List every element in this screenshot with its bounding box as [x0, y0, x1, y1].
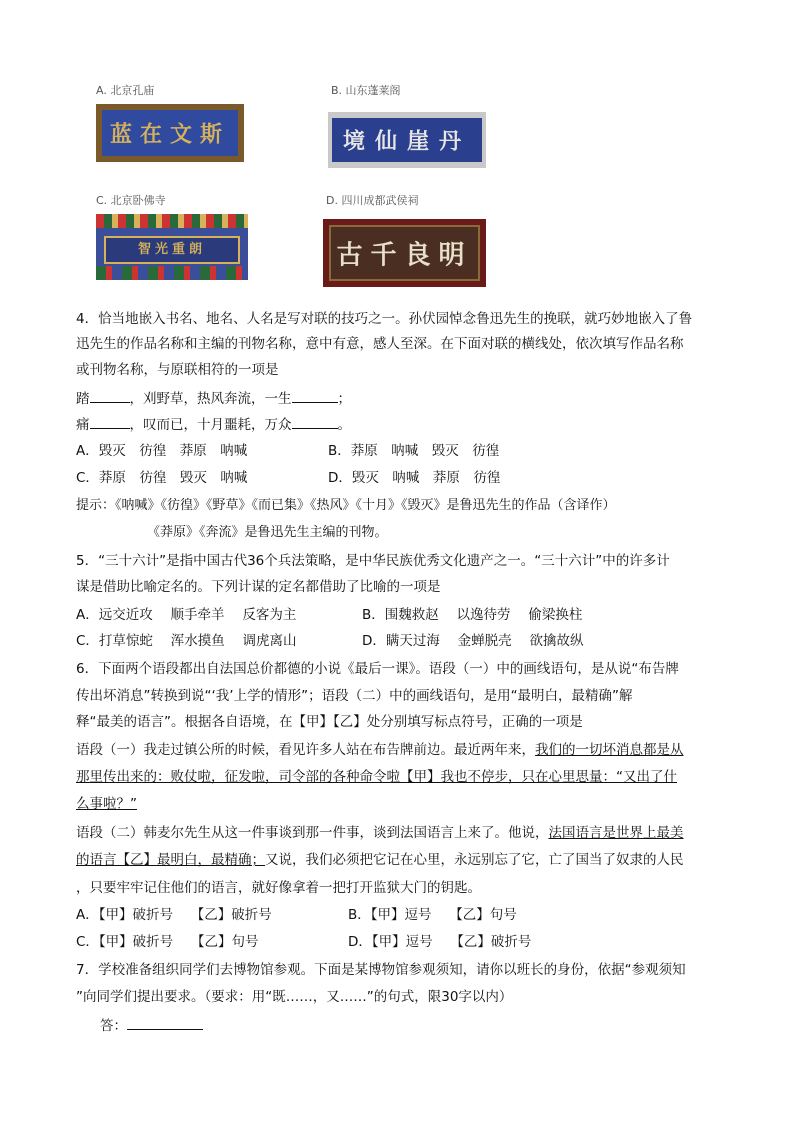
- passage2-underlined-text: 法国语言是世界上最美: [548, 825, 684, 841]
- q5-option-d[interactable]: D．瞒天过海 金蝉脱壳 欲擒故纵: [362, 633, 584, 649]
- couplet-blank-3[interactable]: [90, 414, 130, 429]
- q5-option-b[interactable]: B．围魏救赵 以逸待劳 偷梁换柱: [362, 607, 583, 623]
- image-caption-a: A. 北京孔庙: [96, 84, 155, 97]
- q4-couplet-line2: 痛 ，叹而已，十月噩耗，万众 。: [76, 414, 351, 434]
- q7-answer-line: 答：: [100, 1015, 203, 1035]
- q4-hint-line2: 《莽原》《奔流》是鲁迅先生主编的刊物。: [147, 525, 388, 540]
- q6-option-c[interactable]: C．【甲】破折号 【乙】句号: [76, 934, 259, 950]
- q4-option-d[interactable]: D．毁灭 呐喊 莽原 彷徨: [328, 470, 501, 486]
- q6-stem-line1: 6．下面两个语段都出自法国总价都德的小说《最后一课》。语段（一）中的画线语句，是从说“布告牌: [76, 661, 679, 677]
- q4-option-c[interactable]: C．莽原 彷徨 毁灭 呐喊: [76, 470, 248, 486]
- q6-passage2-line3: ，只要牢牢记住他们的语言，就好像拿着一把打开监狱大门的钥匙。: [76, 880, 481, 896]
- q6-passage2-line2: 的语言【乙】最明白，最精确；又说，我们必须把它记在心里，永远别忘了它，亡了国当了奴隶的人民: [76, 852, 684, 868]
- q5-option-a[interactable]: A．远交近攻 顺手牵羊 反客为主: [76, 607, 297, 623]
- q6-passage1-line2: 那里传出来的：败仗啦，征发啦，司令部的各种命令啦【甲】我也不停步，只在心里思量：“又出了什: [76, 769, 677, 785]
- image-caption-b: B. 山东蓬莱阁: [331, 84, 401, 97]
- plaque-text-d: 古千良明: [336, 240, 473, 271]
- q6-passage1-line3: 么事啦？”: [76, 796, 137, 812]
- q5-stem-line2: 谋是借助比喻定名的。下列计谋的定名都借助了比喻的一项是: [76, 579, 441, 595]
- plaque-image-c: [96, 214, 248, 280]
- q6-option-d[interactable]: D．【甲】逗号 【乙】破折号: [348, 934, 532, 950]
- q6-option-a[interactable]: A．【甲】破折号 【乙】破折号: [76, 907, 272, 923]
- q4-stem-line1: 4．恰当地嵌入书名、地名、人名是写对联的技巧之一。孙伏园悼念鲁迅先生的挽联，就巧妙地嵌入了鲁: [76, 311, 693, 327]
- answer-blank[interactable]: [127, 1015, 203, 1030]
- plaque-image-a: [96, 104, 244, 162]
- couplet-blank-1[interactable]: [90, 388, 130, 403]
- q6-stem-line3: 释“最美的语言”。根据各自语境，在【甲】【乙】处分别填写标点符号，正确的一项是: [76, 714, 583, 730]
- q4-option-a[interactable]: A．毁灭 彷徨 莽原 呐喊: [76, 443, 248, 459]
- plaque-text-c: 智光重朗: [137, 242, 206, 257]
- q6-passage2-line1: 语段（二）韩麦尔先生从这一件事谈到那一件事，谈到法国语言上来了。他说，法国语言是世界上最美: [76, 825, 684, 841]
- image-caption-d: D. 四川成都武侯祠: [326, 194, 419, 207]
- couplet-blank-2[interactable]: [292, 388, 338, 403]
- q4-stem-line3: 或刊物名称，与原联相符的一项是: [76, 362, 279, 378]
- couplet-blank-4[interactable]: [292, 414, 338, 429]
- q5-stem-line1: 5．“三十六计”是指中国古代36个兵法策略，是中华民族优秀文化遗产之一。“三十六计”中的许多计: [76, 553, 670, 569]
- q4-option-b[interactable]: B．莽原 呐喊 毁灭 彷徨: [328, 443, 500, 459]
- q4-stem-line2: 迅先生的作品名称和主编的刊物名称，意中有意，感人至深。在下面对联的横线处，依次填写作品名称: [76, 336, 684, 352]
- plaque-image-d: [323, 219, 486, 287]
- q7-stem-line2: ”向同学们提出要求。（要求：用“既……，又……”的句式，限30字以内）: [76, 989, 513, 1005]
- q4-hint-line1: 提示：《呐喊》《彷徨》《野草》《而已集》《热风》《十月》《毁灭》是鲁迅先生的作品（含译作）: [76, 498, 616, 513]
- image-caption-c: C. 北京卧佛寺: [96, 194, 166, 207]
- plaque-image-b: [328, 112, 486, 168]
- plaque-text-b: 境仙崖丹: [342, 128, 472, 155]
- plaque-text-a: 蓝在文斯: [109, 121, 231, 148]
- passage1-underlined-text: 我们的一切坏消息都是从: [535, 742, 684, 758]
- q6-passage1-line1: 语段（一）我走过镇公所的时候，看见许多人站在布告牌前边。最近两年来，我们的一切坏消息都是从: [76, 742, 684, 758]
- q6-option-b[interactable]: B．【甲】逗号 【乙】句号: [348, 907, 517, 923]
- q4-couplet-line1: 踏 ，刈野草，热风奔流，一生 ；: [76, 388, 351, 408]
- q7-stem-line1: 7．学校准备组织同学们去博物馆参观。下面是某博物馆参观须知，请你以班长的身份，依据“参观须知: [76, 962, 686, 978]
- q5-option-c[interactable]: C．打草惊蛇 浑水摸鱼 调虎离山: [76, 633, 297, 649]
- q6-stem-line2: 传出坏消息”转换到说“‘我’上学的情形”；语段（二）中的画线语句，是用“最明白，最精确”解: [76, 688, 633, 704]
